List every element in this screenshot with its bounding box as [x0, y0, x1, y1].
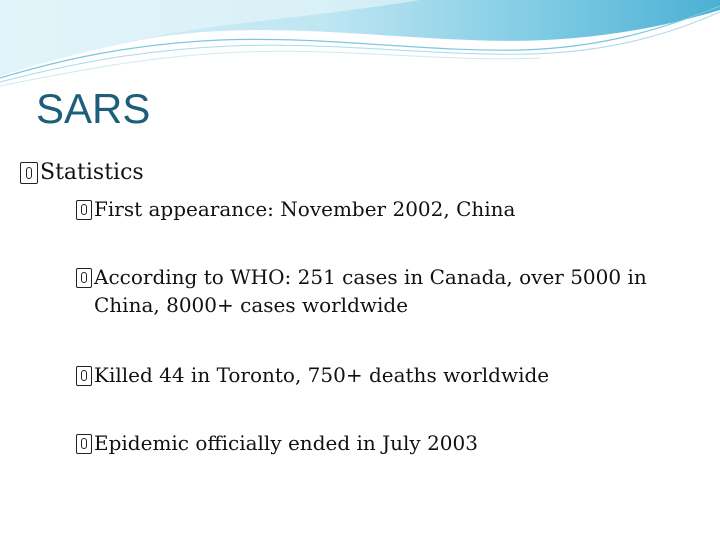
list-item-text: According to WHO: 251 cases in Canada, over 5000 in China, 8000+ cases worldwide: [94, 265, 647, 317]
bullet-icon: [76, 268, 92, 288]
slide-title: SARS: [36, 85, 151, 132]
heading-text: Statistics: [40, 160, 144, 185]
list-item-text: First appearance: November 2002, China: [94, 197, 516, 221]
list-item: [76, 195, 666, 223]
bullet-icon: [76, 200, 92, 220]
heading-bullet: [20, 160, 144, 185]
list-item: [76, 263, 666, 319]
list-item-text: Killed 44 in Toronto, 750+ deaths worldwide: [94, 363, 550, 387]
list-item: [76, 361, 666, 389]
bullet-icon: [76, 434, 92, 454]
list-item-text: Epidemic officially ended in July 2003: [94, 431, 478, 455]
bullet-icon: [20, 162, 38, 184]
list-item: [76, 429, 666, 457]
bullet-icon: [76, 366, 92, 386]
